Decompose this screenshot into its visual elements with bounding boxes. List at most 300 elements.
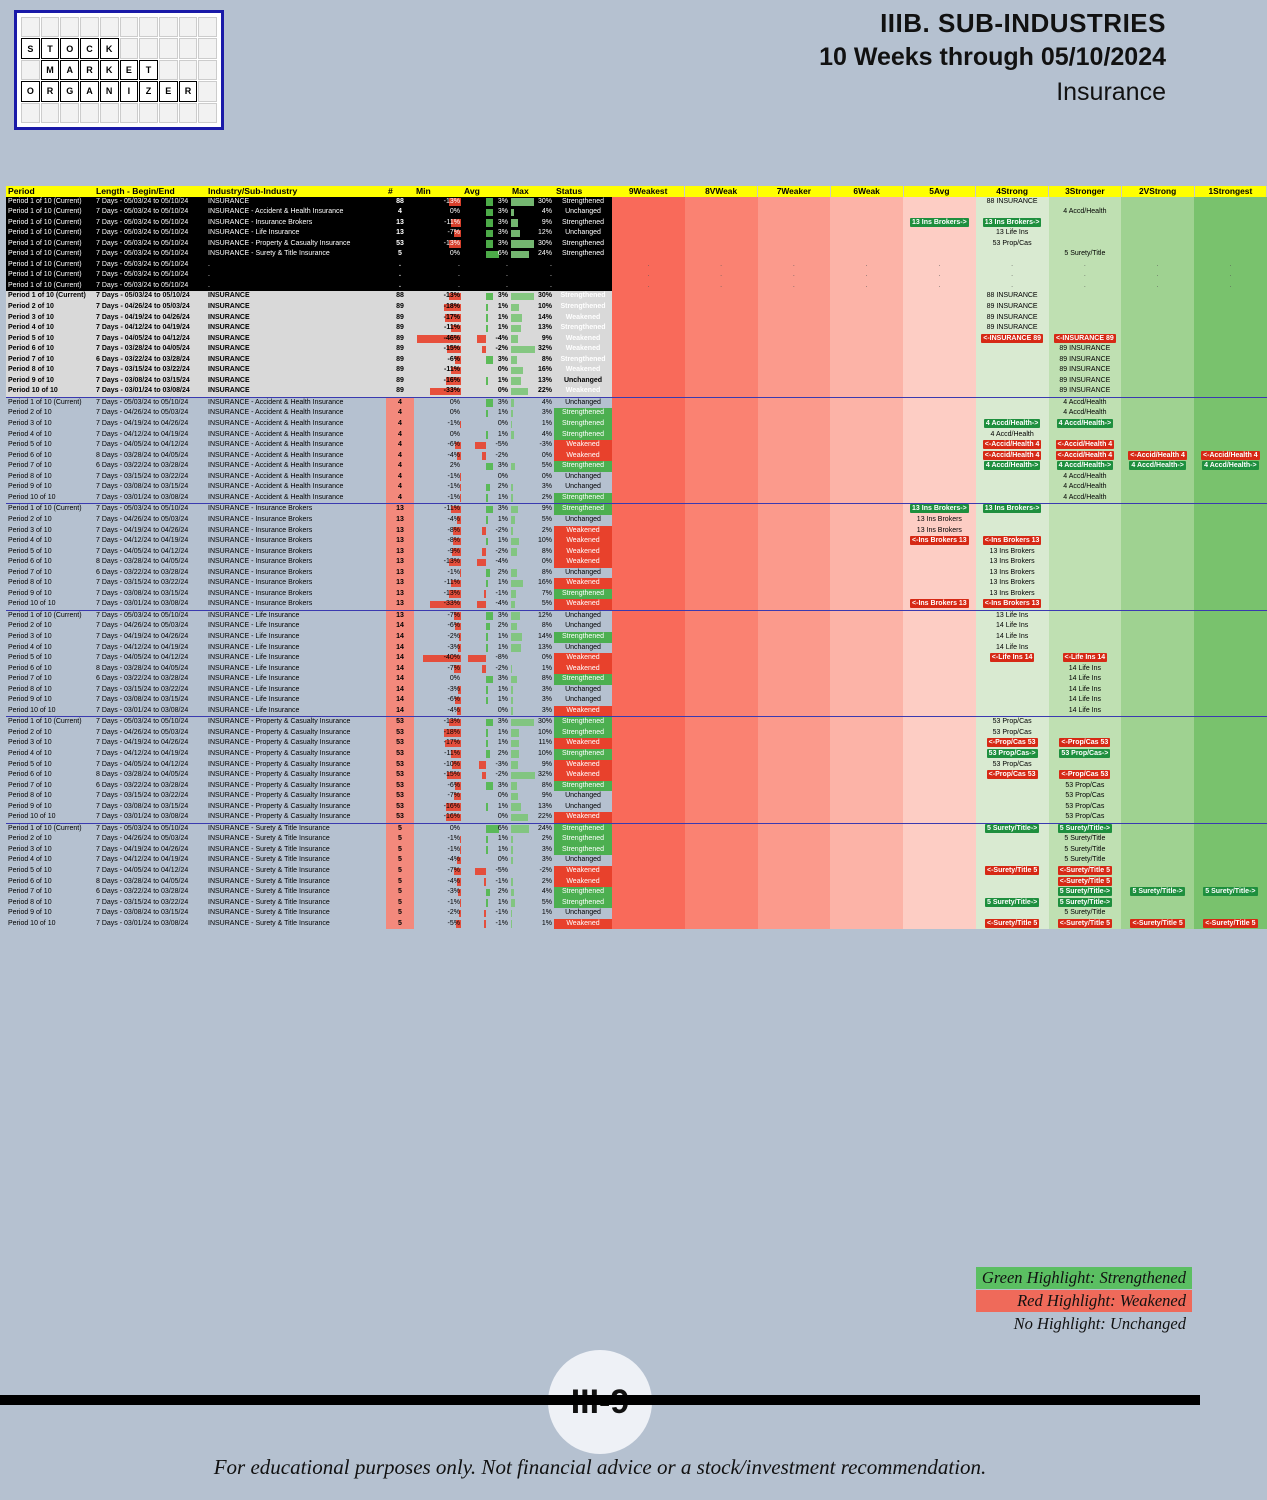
rank-chip: <-Prop/Cas 53 [988,739,1036,747]
cell-rank-4 [976,430,1049,441]
cell-rank-2 [1121,781,1194,792]
cell-avg [462,770,510,781]
cell-rank-7 [758,270,831,281]
avg-bar [486,516,488,524]
max-value: 2% [541,493,552,501]
max-bar [511,920,512,928]
cell-max [510,728,554,739]
rank-chip: 4 Accd/Health-> [985,420,1039,428]
rank-header-1strongest: 1Strongest [1194,186,1267,197]
cell-rank-2 [1121,355,1194,366]
avg-bar [484,590,486,598]
cell-rank-1 [1194,493,1267,504]
cell-count: 14 [386,653,414,664]
cell-industry: . [206,270,386,281]
cell-status: Strengthened [554,197,612,208]
cell-rank-7 [758,760,831,771]
max-bar [511,293,534,301]
cell-rank-7 [758,376,831,387]
cell-status: Unchanged [554,207,612,218]
cell-avg [462,568,510,579]
rank-chip: 53 Prop/Cas [1065,813,1105,821]
cell-rank-9 [612,823,685,834]
cell-status: Strengthened [554,749,612,760]
table-row [6,419,1267,430]
min-value: -4% [447,515,460,523]
cell-min [414,376,462,387]
cell-min [414,397,462,408]
cell-industry: INSURANCE - Life Insurance [208,675,300,683]
disclaimer-text: For educational purposes only. Not financial advice or a stock/investment recommendation. [213,1455,987,1479]
cell-rank-5 [903,653,976,664]
logo-empty-cell [198,103,217,123]
col-header-: # [386,186,414,197]
cell-period: Period 3 of 10 [8,632,52,640]
cell-rank-3 [1049,547,1122,558]
cell-rank-7 [758,578,831,589]
rank-chip: <-Accid/Health 4 [984,451,1040,459]
cell-max [510,313,554,324]
cell-industry: INSURANCE [206,386,386,397]
cell-min [414,386,462,397]
cell-rank-8 [685,632,758,643]
cell-rank-8 [685,323,758,334]
cell-rank-5 [903,749,976,760]
rank-chip: <-Ins Brokers 13 [912,600,967,608]
min-value: -11% [444,366,460,374]
cell-max [510,770,554,781]
cell-max [510,812,554,823]
cell-period: Period 4 of 10 [8,430,52,438]
cell-rank-3 [1049,557,1122,568]
cell-period: Period 9 of 10 [8,483,52,491]
cell-max [510,493,554,504]
cell-status: Strengthened [554,834,612,845]
cell-rank-7 [758,887,831,898]
max-bar [511,569,517,577]
cell-industry: INSURANCE - Life Insurance [208,706,300,714]
cell-rank-5 [903,515,976,526]
cell-rank-7 [758,365,831,376]
avg-value: 3% [497,218,508,226]
cell-rank-9 [612,440,685,451]
cell-period: Period 2 of 10 [8,622,52,630]
cell-length: 7 Days - 04/12/24 to 04/19/24 [96,643,189,651]
cell-count: 53 [386,239,414,250]
cell-rank-9 [612,898,685,909]
cell-avg [462,823,510,834]
rank-chip: <-Surety/Title 5 [1132,919,1183,927]
cell-min [414,823,462,834]
cell-rank-7 [758,482,831,493]
cell-rank-8 [685,919,758,930]
cell-rank-9 [612,695,685,706]
cell-rank-2 [1121,728,1194,739]
cell-length: 6 Days - 03/22/24 to 03/28/24 [96,675,189,683]
cell-status: Unchanged [565,611,601,619]
cell-rank-5 [903,260,976,271]
logo-letter-r: R [80,60,99,80]
cell-rank-1 [1194,313,1267,324]
cell-rank-7 [758,738,831,749]
cell-rank-2 [1121,218,1194,229]
rank-chip: 5 Surety/Title [1064,250,1106,258]
cell-rank-3 [1049,281,1122,292]
table-row [6,919,1267,930]
cell-rank-8 [685,228,758,239]
table-row [6,568,1267,579]
table-row [6,695,1267,706]
cell-rank-7 [758,866,831,877]
avg-value: -2% [495,345,508,353]
rank-chip: <-Life Ins 14 [991,654,1033,662]
min-value: -16% [443,802,460,810]
rank-placeholder: . [938,281,941,289]
cell-rank-4 [976,760,1049,771]
cell-min [414,887,462,898]
rank-chip: 89 INSURANCE [1059,376,1111,384]
cell-status: Unchanged [554,228,612,239]
avg-value: 3% [497,355,508,363]
cell-rank-7 [758,451,831,462]
logo-letter-a: A [60,60,79,80]
cell-rank-1 [1194,834,1267,845]
cell-rank-4 [976,887,1049,898]
avg-bar [486,325,488,333]
max-bar [511,346,535,354]
cell-period: Period 2 of 10 [6,302,94,313]
rank-chip: 13 Ins Brokers [989,589,1035,597]
cell-rank-6 [830,674,903,685]
cell-period: Period 2 of 10 [8,835,52,843]
min-value: -6% [447,696,460,704]
cell-length: 7 Days - 04/19/24 to 04/26/24 [94,313,206,324]
min-value: -3% [447,643,460,651]
cell-status: Unchanged [565,856,601,864]
cell-rank-6 [830,834,903,845]
cell-rank-9 [612,355,685,366]
cell-min [414,664,462,675]
cell-rank-9 [612,197,685,208]
cell-length: 7 Days - 05/03/24 to 05/10/24 [94,249,206,260]
cell-rank-3 [1049,610,1122,621]
cell-length: 7 Days - 03/08/24 to 03/15/24 [96,589,189,597]
cell-status: Strengthened [554,355,612,366]
cell-rank-6 [830,461,903,472]
cell-length: 7 Days - 04/26/24 to 05/03/24 [96,515,189,523]
max-bar [511,612,520,620]
cell-count: 5 [386,866,414,877]
cell-rank-2 [1121,866,1194,877]
cell-period: Period 10 of 10 [8,600,56,608]
cell-rank-8 [685,260,758,271]
cell-avg [462,270,510,281]
cell-rank-9 [612,770,685,781]
rank-chip: 5 Surety/Title-> [1059,898,1110,906]
cell-rank-9 [612,578,685,589]
cell-rank-5 [903,908,976,919]
cell-status: Unchanged [565,909,601,917]
cell-rank-8 [685,695,758,706]
cell-min [414,557,462,568]
cell-rank-2 [1121,749,1194,760]
cell-count: 5 [386,887,414,898]
cell-rank-2 [1121,323,1194,334]
cell-industry: INSURANCE - Insurance Brokers [208,537,313,545]
cell-rank-6 [830,568,903,579]
cell-rank-8 [685,802,758,813]
cell-max [510,760,554,771]
cell-rank-4 [976,621,1049,632]
cell-industry: . [206,281,386,292]
cell-rank-7 [758,823,831,834]
cell-length: 7 Days - 05/03/24 to 05/10/24 [96,505,189,513]
cell-count: 89 [386,355,414,366]
cell-avg [462,461,510,472]
cell-period: Period 3 of 10 [8,739,52,747]
cell-rank-4 [976,376,1049,387]
cell-rank-4 [976,770,1049,781]
avg-bar [486,633,488,641]
cell-count: 13 [386,547,414,558]
cell-rank-9 [612,599,685,610]
avg-value: -5% [495,867,508,874]
cell-industry: INSURANCE - Surety & Title Insurance [206,249,386,260]
cell-rank-9 [612,717,685,728]
table-row [6,791,1267,802]
rank-chip: 4 Accd/Health-> [1058,420,1112,428]
cell-rank-1 [1194,302,1267,313]
max-bar [511,506,518,514]
cell-rank-1 [1194,685,1267,696]
cell-length: 7 Days - 04/05/24 to 04/12/24 [94,334,206,345]
cell-industry: INSURANCE - Surety & Title Insurance [208,877,330,885]
cell-rank-4 [976,643,1049,654]
cell-rank-3 [1049,376,1122,387]
cell-rank-8 [685,207,758,218]
cell-status: Strengthened [554,408,612,419]
cell-status: Unchanged [565,802,601,810]
cell-rank-7 [758,323,831,334]
cell-count: 5 [386,908,414,919]
cell-rank-1 [1194,823,1267,834]
cell-rank-1 [1194,323,1267,334]
max-value: 0% [541,451,552,459]
min-bar [460,473,461,481]
cell-rank-5 [903,461,976,472]
cell-rank-9 [612,610,685,621]
cell-status: Weakened [554,557,612,568]
cell-status: Strengthened [554,845,612,856]
cell-length: 7 Days - 04/26/24 to 05/03/24 [94,302,206,313]
cell-rank-7 [758,228,831,239]
cell-status: Weakened [554,919,612,930]
logo-empty-cell [100,17,119,37]
cell-status: Weakened [554,451,612,462]
cell-industry: INSURANCE - Life Insurance [208,685,300,693]
cell-max [510,472,554,483]
logo-empty-cell [21,103,40,123]
cell-rank-6 [830,908,903,919]
cell-rank-2 [1121,760,1194,771]
cell-rank-5 [903,887,976,898]
cell-max [510,802,554,813]
avg-value: 3% [497,229,508,237]
avg-bar [477,335,486,343]
rank-chip: <-Ins Brokers 13 [912,537,967,545]
rank-chip: <-Surety/Title 5 [1059,877,1110,885]
max-value: 8% [541,781,552,789]
cell-min [414,302,462,313]
cell-rank-3 [1049,898,1122,909]
avg-value: 1% [497,685,508,693]
cell-rank-9 [612,706,685,717]
cell-max [510,355,554,366]
rank-chip: <-Surety/Title 5 [986,867,1038,874]
cell-rank-8 [685,599,758,610]
cell-avg [462,717,510,728]
cell-rank-4 [976,610,1049,621]
avg-value: 3% [497,197,508,205]
cell-avg [462,664,510,675]
max-value: 14% [537,313,552,321]
rank-chip: <-Life Ins 14 [1064,654,1106,662]
table-row [6,515,1267,526]
cell-avg [462,239,510,250]
rank-header-5avg: 5Avg [903,186,976,197]
cell-rank-3 [1049,908,1122,919]
max-value: 4% [541,430,552,438]
cell-rank-6 [830,430,903,441]
max-value: 30% [537,197,552,205]
cell-rank-3 [1049,653,1122,664]
avg-bar [468,655,486,663]
cell-period: Period 9 of 10 [8,696,52,704]
cell-rank-2 [1121,855,1194,866]
max-value: 3% [541,845,552,853]
cell-rank-4 [976,218,1049,229]
avg-value: 1% [497,537,508,545]
cell-status: Weakened [554,386,612,397]
avg-value: 0% [497,387,508,395]
rank-chip: <-Prop/Cas 53 [1061,739,1109,747]
cell-rank-5 [903,281,976,292]
cell-min [414,791,462,802]
cell-rank-9 [612,834,685,845]
rank-header-3stronger: 3Stronger [1049,186,1122,197]
cell-rank-6 [830,664,903,675]
cell-rank-7 [758,355,831,366]
max-value: 24% [537,250,552,258]
cell-min [414,249,462,260]
cell-status: Strengthened [554,504,612,515]
cell-rank-1 [1194,207,1267,218]
cell-avg [462,218,510,229]
cell-industry: INSURANCE - Surety & Title Insurance [208,909,330,917]
max-value: 22% [537,813,552,821]
cell-rank-4 [976,877,1049,888]
cell-rank-7 [758,621,831,632]
cell-rank-2 [1121,791,1194,802]
cell-status: Strengthened [554,823,612,834]
avg-value: 6% [497,824,508,832]
cell-rank-9 [612,685,685,696]
cell-max [510,781,554,792]
cell-period: Period 7 of 10 [8,888,52,896]
cell-rank-2 [1121,291,1194,302]
max-value: 3% [541,409,552,417]
cell-rank-5 [903,430,976,441]
col-header-min: Min [414,186,462,197]
cell-rank-3 [1049,365,1122,376]
max-bar [511,367,523,375]
cell-rank-8 [685,887,758,898]
cell-max [510,536,554,547]
cell-min [414,313,462,324]
cell-count: 89 [386,344,414,355]
avg-bar [486,484,490,492]
table-row [6,440,1267,451]
cell-rank-2 [1121,685,1194,696]
cell-count: 4 [386,451,414,462]
cell-length: 7 Days - 04/12/24 to 04/19/24 [96,537,189,545]
cell-avg [462,334,510,345]
cell-max [510,610,554,621]
cell-rank-9 [612,323,685,334]
cell-rank-8 [685,653,758,664]
cell-rank-8 [685,610,758,621]
avg-value: -4% [495,334,508,342]
cell-rank-1 [1194,355,1267,366]
rank-chip: 53 Prop/Cas-> [1061,749,1109,757]
rank-header-7weaker: 7Weaker [758,186,831,197]
avg-value: -2% [495,451,508,459]
avg-bar [486,782,493,790]
avg-value: 3% [497,208,508,216]
cell-count: 13 [386,610,414,621]
cell-status: Strengthened [554,632,612,643]
cell-length: 7 Days - 03/08/24 to 03/15/24 [94,376,206,387]
avg-value: 1% [497,303,508,311]
cell-avg [462,482,510,493]
avg-value: 1% [497,696,508,704]
cell-rank-4 [976,355,1049,366]
cell-length: 7 Days - 03/01/24 to 03/08/24 [96,600,189,608]
cell-industry: INSURANCE - Property & Casualty Insurance [208,771,351,779]
min-value: 0% [449,409,460,417]
max-value: 11% [538,739,552,747]
cell-period: Period 1 of 10 (Current) [6,218,94,229]
cell-rank-5 [903,770,976,781]
cell-min [414,207,462,218]
cell-rank-1 [1194,260,1267,271]
cell-count: 4 [386,461,414,472]
cell-rank-8 [685,302,758,313]
cell-max [510,845,554,856]
max-bar [511,356,517,364]
rank-chip: 89 INSURANCE [1059,387,1111,395]
cell-industry: INSURANCE - Life Insurance [208,611,300,619]
table-row [6,664,1267,675]
title-line-2: 10 Weeks through 05/10/2024 [819,43,1166,71]
cell-rank-2 [1121,653,1194,664]
cell-industry: INSURANCE [206,291,386,302]
table-row [6,674,1267,685]
min-value: -16% [443,376,460,384]
table-row [6,898,1267,909]
cell-rank-8 [685,621,758,632]
avg-value: 1% [497,845,508,853]
